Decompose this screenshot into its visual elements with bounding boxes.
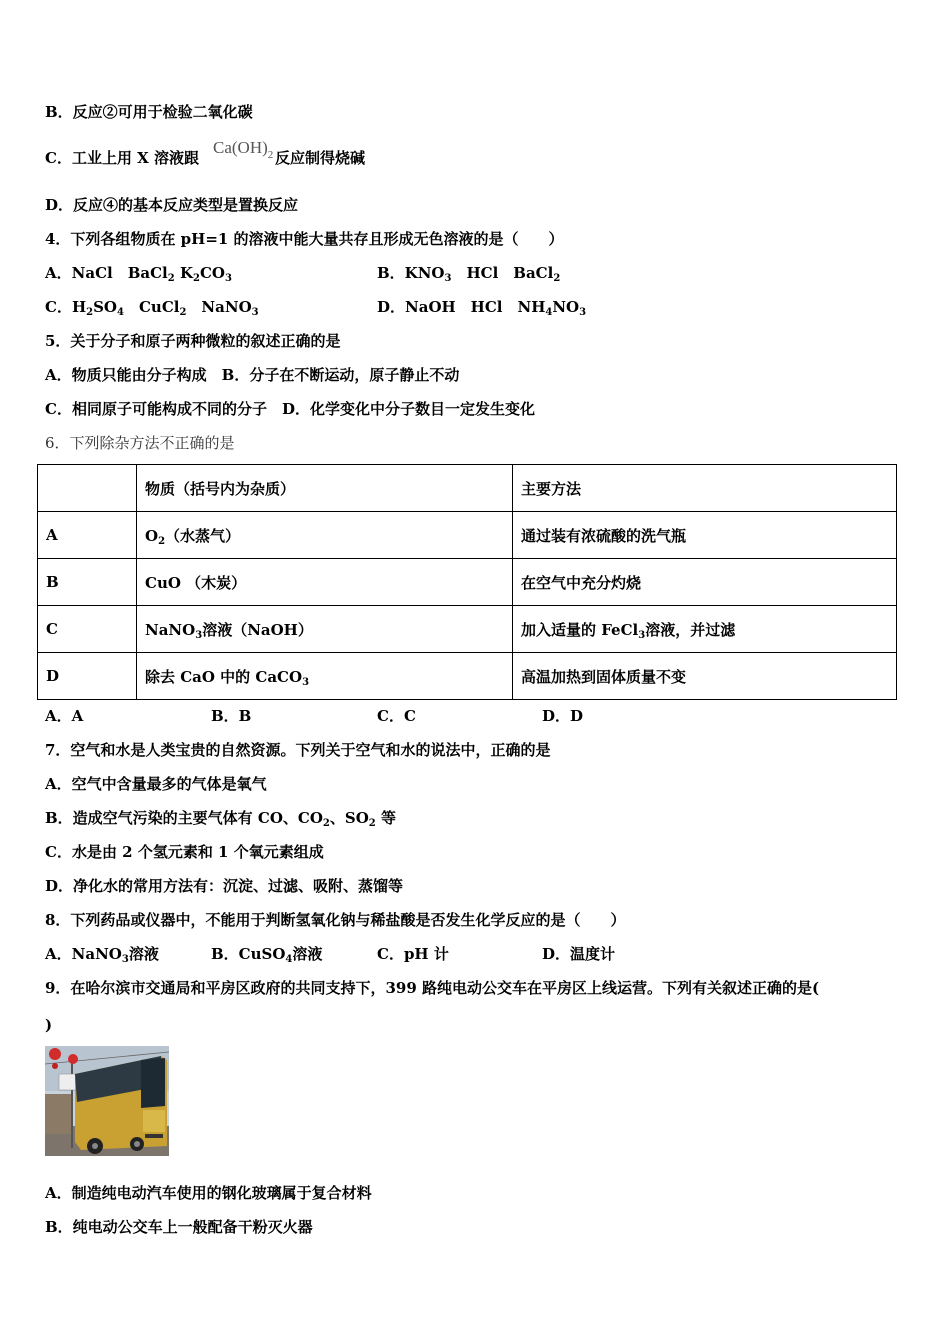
- q5-options-ab: A．物质只能由分子构成 B．分子在不断运动，原子静止不动: [45, 366, 460, 384]
- row-substance: $O_2$（水蒸气）: [137, 512, 513, 559]
- q9-option-a: A．制造纯电动汽车使用的钢化玻璃属于复合材料: [45, 1184, 372, 1202]
- row-key: C: [38, 606, 137, 653]
- row-key: D: [38, 653, 137, 700]
- q3-option-c: [45, 148, 365, 168]
- q6-option-a: A．A: [45, 707, 84, 725]
- table-row: [38, 653, 897, 700]
- row-method: 高温加热到固体质量不变: [513, 653, 897, 700]
- row-substance: CuO （木炭）: [137, 559, 513, 606]
- q4-option-a: A．NaCl BaCl$_2$ $K_2CO_3$: [45, 264, 232, 284]
- table-header-cell: 主要方法: [513, 465, 897, 512]
- q9-option-b: B．纯电动公交车上一般配备干粉灭火器: [45, 1218, 313, 1236]
- caoh2-formula: $Ca(OH)_2$: [213, 138, 274, 161]
- q4-option-c: C．$H_2SO_4$ CuCl$_2$ NaNO$_3$: [45, 298, 259, 318]
- q9-stem: 9．在哈尔滨市交通局和平房区政府的共同支持下，399 路纯电动公交车在平房区上线运营。下列有关叙述正确的是(: [45, 979, 820, 997]
- q7-option-a: A．空气中含量最多的气体是氧气: [45, 775, 267, 793]
- row-key: A: [38, 512, 137, 559]
- table-row: [38, 559, 897, 606]
- q8-option-d: D．温度计: [542, 945, 616, 963]
- table-row: [38, 606, 897, 653]
- row-substance: 除去 CaO 中的 CaCO$_3$: [137, 653, 513, 700]
- table-row: [38, 512, 897, 559]
- q4-stem: 4．下列各组物质在 pH=1 的溶液中能大量共存且形成无色溶液的是（ ）: [45, 230, 564, 248]
- q8-option-b: B．CuSO$_4$溶液: [211, 945, 323, 965]
- q9-stem-end: ): [45, 1016, 53, 1034]
- q7-option-d: D．净化水的常用方法有：沉淀、过滤、吸附、蒸馏等: [45, 877, 404, 895]
- q3-option-c-post: 反应制得烧碱: [275, 149, 366, 167]
- q3-option-d: D．反应④的基本反应类型是置换反应: [45, 196, 299, 214]
- row-method: 加入适量的 FeCl$_3$溶液，并过滤: [513, 606, 897, 653]
- q3-option-c-pre: C．工业上用 X 溶液跟: [45, 149, 200, 167]
- q7-stem: 7．空气和水是人类宝贵的自然资源。下列关于空气和水的说法中，正确的是: [45, 741, 551, 759]
- q7-option-c: C．水是由 2 个氢元素和 1 个氧元素组成: [45, 843, 324, 861]
- bus-photo: [45, 1046, 169, 1156]
- table-header-row: [38, 465, 897, 512]
- q6-option-d: D．D: [542, 707, 584, 725]
- q5-stem: 5．关于分子和原子两种微粒的叙述正确的是: [45, 332, 341, 350]
- q8-option-a: A．NaNO$_3$溶液: [45, 945, 159, 965]
- row-method: 通过装有浓硫酸的洗气瓶: [513, 512, 897, 559]
- q4-option-b: B．$KNO_3$ HCl BaCl$_2$: [377, 264, 561, 284]
- q6-option-c: C．C: [377, 707, 416, 725]
- q5-options-cd: C．相同原子可能构成不同的分子 D．化学变化中分子数目一定发生变化: [45, 400, 535, 418]
- row-key: B: [38, 559, 137, 606]
- q3-option-b: B．反应②可用于检验二氧化碳: [45, 103, 253, 121]
- q6-table: [37, 464, 897, 700]
- row-method: 在空气中充分灼烧: [513, 559, 897, 606]
- table-header-cell: [38, 465, 137, 512]
- q8-stem: 8．下列药品或仪器中，不能用于判断氢氧化钠与稀盐酸是否发生化学反应的是（ ）: [45, 911, 626, 929]
- table-header-cell: 物质（括号内为杂质）: [137, 465, 513, 512]
- q7-option-b: B．造成空气污染的主要气体有 CO、$CO_2$、$SO_2$ 等: [45, 809, 396, 829]
- q4-option-d: D．NaOH HCl $NH_4NO_3$: [377, 298, 587, 318]
- row-substance: NaNO$_3$溶液（NaOH）: [137, 606, 513, 653]
- q6-stem: 6．下列除杂方法不正确的是: [45, 434, 235, 452]
- q8-option-c: C．pH 计: [377, 945, 449, 963]
- q6-option-b: B．B: [211, 707, 252, 725]
